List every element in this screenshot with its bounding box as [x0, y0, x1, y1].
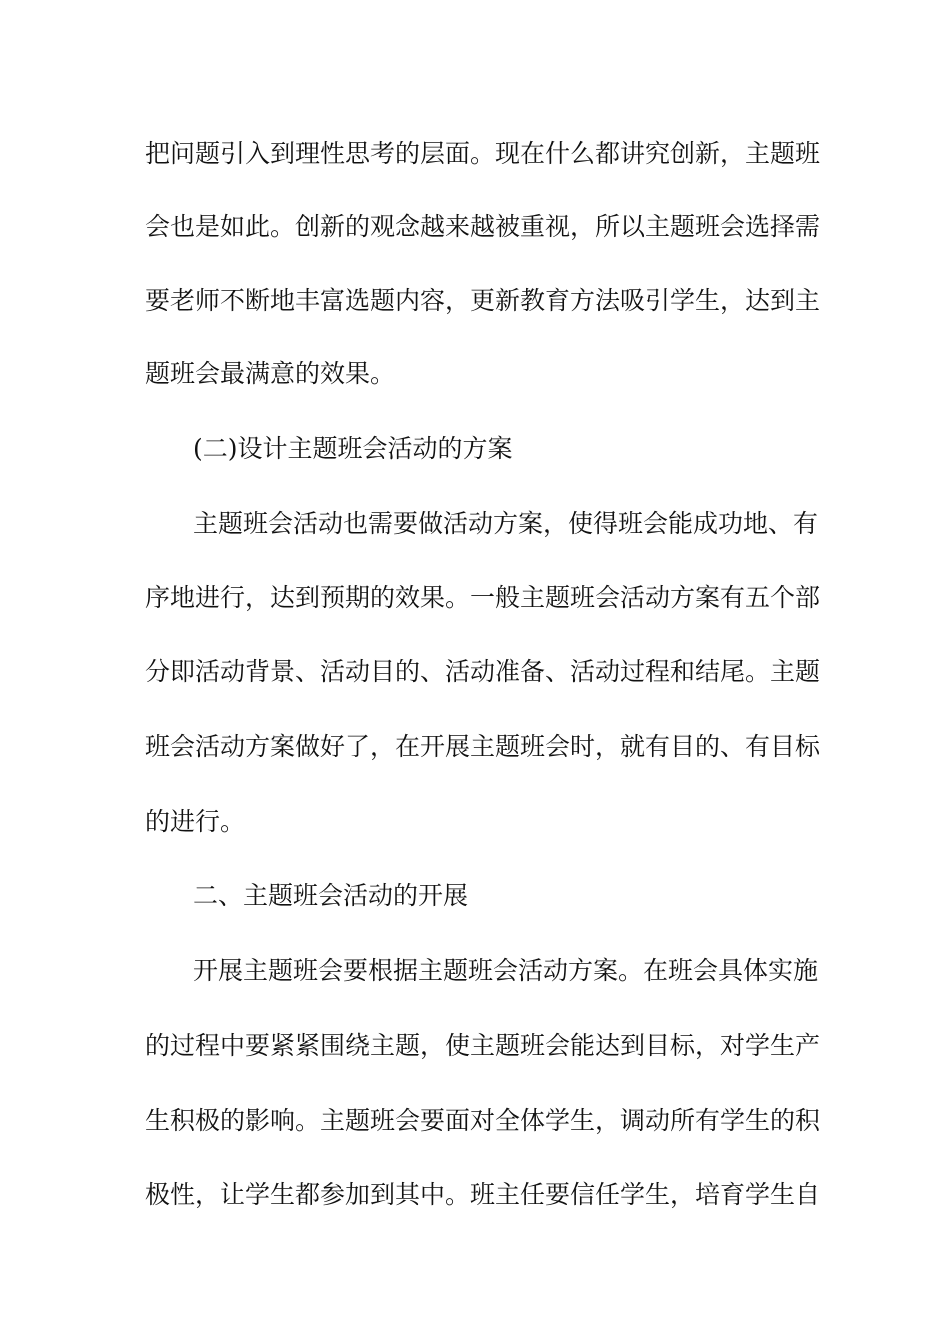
text-line: 要老师不断地丰富选题内容，更新教育方法吸引学生，达到主: [145, 286, 821, 315]
text-line: 题班会最满意的效果。: [145, 359, 396, 388]
text-line: 序地进行，达到预期的效果。一般主题班会活动方案有五个部: [145, 583, 821, 612]
text-line: 主题班会活动也需要做活动方案，使得班会能成功地、有: [193, 509, 819, 538]
text-line: 分即活动背景、活动目的、活动准备、活动过程和结尾。主题: [145, 657, 821, 686]
text-line: 开展主题班会要根据主题班会活动方案。在班会具体实施: [193, 956, 819, 985]
text-line: 把问题引入到理性思考的层面。现在什么都讲究创新，主题班: [145, 139, 821, 168]
text-line: 的过程中要紧紧围绕主题，使主题班会能达到目标，对学生产: [145, 1031, 821, 1060]
text-line: 的进行。: [145, 807, 246, 836]
text-line: 会也是如此。创新的观念越来越被重视，所以主题班会选择需: [145, 212, 821, 241]
text-line: 极性，让学生都参加到其中。班主任要信任学生，培育学生自: [145, 1180, 821, 1209]
text-line: 班会活动方案做好了，在开展主题班会时，就有目的、有目标: [145, 732, 821, 761]
text-line: 生积极的影响。主题班会要面对全体学生，调动所有学生的积: [145, 1106, 821, 1135]
section-heading: 二、主题班会活动的开展: [193, 881, 469, 910]
section-heading: (二)设计主题班会活动的方案: [193, 434, 513, 463]
